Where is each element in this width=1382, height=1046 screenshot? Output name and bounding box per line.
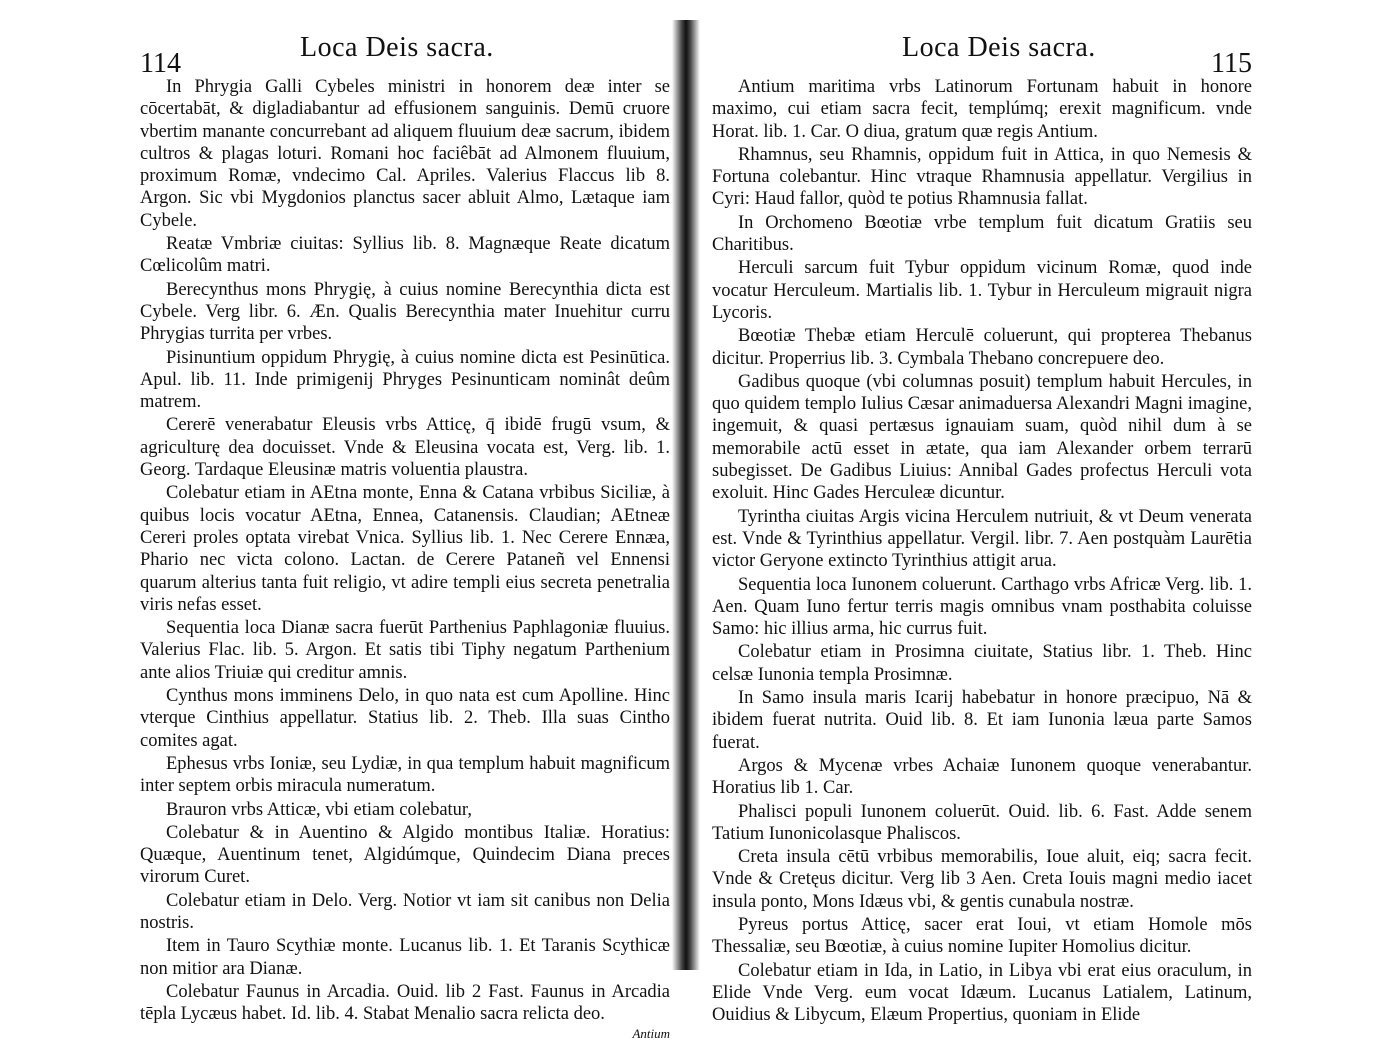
paragraph: Colebatur etiam in Delo. Verg. Notior vt iam sit canibus non Delia nostris.	[140, 890, 670, 933]
paragraph: Cererē venerabatur Eleusis vrbs Atticę, q̄ ibidē frugū vsum, & agriculturę dea docuisset. Vnde & Eleusina vocata est, Verg. lib. 1. Georg. Tardaque Eleusinæ matris voluentia plaustra.	[140, 415, 670, 481]
left-page	[140, 18, 670, 1042]
paragraph: Bœotiæ Thebæ etiam Herculē coluerunt, qui propterea Thebanus dicitur. Properrius lib. 3. Cymbala Thebano concrepuere deo.	[712, 326, 1252, 369]
paragraph: Phalisci populi Iunonem coluerūt. Ouid. lib. 6. Fast. Adde senem Tatium Iunonicolasque Phaliscos.	[712, 801, 1252, 844]
paragraph: Item in Tauro Scythiæ monte. Lucanus lib. 1. Et Taranis Scythicæ non mitior ara Dianæ.	[140, 936, 670, 979]
right-running-head: Loca Deis sacra.	[902, 32, 1096, 63]
paragraph: Brauron vrbs Atticæ, vbi etiam colebatur,	[166, 799, 472, 820]
left-page-header	[140, 18, 670, 79]
paragraph: Argos & Mycenæ vrbes Achaiæ Iunonem quoque venerabantur. Horatius lib 1. Car.	[712, 755, 1252, 799]
paragraph: Creta insula cētū vrbibus memorabilis, Ioue aluit, eiq; sacra fecit. Vnde & Cretęus dicitur. Verg lib 3 Aen. Creta Iouis magni medio iacet insula ponto, Mons Idæus vbi, & gentis cunabula nostræ.	[712, 847, 1252, 912]
book-gutter	[672, 20, 700, 970]
paragraph: Sequentia loca Dianæ sacra fuerūt Parthenius Paphlagoniæ fluuius. Valerius Flac. lib. 5. Argon. Et satis tibi Tiphy negatum Parthenium ante alios Triuiæ qui creditur amnis.	[140, 618, 670, 683]
right-page-number: 115	[1211, 48, 1252, 79]
paragraph: Ephesus vrbs Ioniæ, seu Lydiæ, in qua templum habuit magnificum inter septem orbis miracula numeratum.	[140, 753, 670, 797]
paragraph: Tyrintha ciuitas Argis vicina Herculem nutriuit, & vt Deum venerata est. Vnde & Tyrinthius appellatur. Vergil. libr. 7. Aen postquàm Laurētia victor Geryone extincto Tyrinthius attigit arua.	[712, 506, 1252, 572]
paragraph: Reatæ Vmbriæ ciuitas: Syllius lib. 8. Magnæque Reate dicatum Cœlicolûm matri.	[140, 234, 670, 277]
paragraph: Pyreus portus Atticę, sacer erat Ioui, vt etiam Homole mōs Thessaliæ, seu Bœotiæ, à cuius nomine Iupiter Homolius dicitur.	[712, 914, 1252, 958]
paragraph: In Orchomeno Bœotiæ vrbe templum fuit dicatum Gratiis seu Charitibus.	[712, 212, 1252, 256]
left-page-body	[140, 76, 670, 1046]
paragraph: Colebatur Faunus in Arcadia. Ouid. lib 2 Fast. Faunus in Arcadia tēpla Lycæus habet. Id. lib. 4. Stabat Menalio sacra relicta deo.	[140, 981, 670, 1025]
right-page	[712, 18, 1252, 1026]
paragraph: Pisinuntium oppidum Phrygię, à cuius nomine dicta est Pesinūtica. Apul. lib. 11. Inde primigenij Phryges Pesinunticam nominât deûm matrem.	[140, 347, 670, 413]
paragraph: Colebatur etiam in AEtna monte, Enna & Catana vrbibus Siciliæ, à quibus locis vocatur AEtna, Ennea, Catanensis. Claudian; AEtneæ Cereri proles optata virebat Vnica. Syllius lib. 1. Nec Cerere Ennæa, Phario nec victa colono. Lactan. de Cerere Pataneñ vel Ennensi quarum alterius tanta fuit religio, vt adire templi eius secreta penetralia viris nefas esset.	[140, 483, 670, 615]
right-page-header	[712, 18, 1252, 79]
paragraph: Antium maritima vrbs Latinorum Fortunam habuit in honore maximo, cui etiam sacra fecit, templúmq; erexit magnificum. vnde Horat. lib. 1. Car. O diua, gratum quæ regis Antium.	[712, 77, 1252, 142]
paragraph: Gadibus quoque (vbi columnas posuit) templum habuit Hercules, in quo quidem templo Iulius Cæsar animaduersa Alexandri Magni imagine, ingemuit, & quasi pertæsus ignauiam suam, quòd nihil dum à se memorabile actū esset in ætate, qua iam Alexander orbem terrarū subegisset. De Gadibus Liuius: Annibal Gades profectus Herculi vota exoluit. Hinc Gades Herculeæ dicuntur.	[712, 371, 1252, 504]
paragraph: Sequentia loca Iunonem coluerunt. Carthago vrbs Africæ Verg. lib. 1. Aen. Quam Iuno fertur terris magis omnibus vnam posthabita coluisse Samo: hic illius arma, hic currus fuit.	[712, 574, 1252, 640]
paragraph: In Samo insula maris Icarij habebatur in honore præcipuo, Nā & ibidem fuerat nutrita. Ouid lib. 8. Et iam Iunonia læua parte Samos fuerat.	[712, 688, 1252, 753]
left-running-head: Loca Deis sacra.	[300, 32, 494, 63]
paragraph: In Phrygia Galli Cybeles ministri in honorem deæ inter se cōcertabāt, & digladiabantur ad effusionem sanguinis. Demū cruore vbertim manante concurrebant ad aliquem fluuium deæ sacrum, ibidem cultros & plagas loturi. Romani hoc faciêbāt ad Almonem fluuium, proximum Romæ, vndecimo Cal. Apriles. Valerius Flaccus lib 8. Argon. Sic vbi Mygdonios planctus sacer abluit Almo, Lætaque iam Cybele.	[140, 77, 670, 231]
catchword: Antium	[632, 1026, 670, 1042]
paragraph: Colebatur etiam in Ida, in Latio, in Libya vbi erat eius oraculum, in Elide Vnde Verg. eum vocat Idæum. Lucanus Latialem, Latinum, Ouidius & Libycum, Elæum Propertius, quoniam in Elide	[712, 960, 1252, 1026]
left-page-number: 114	[140, 48, 181, 79]
paragraph: Colebatur etiam in Prosimna ciuitate, Statius libr. 1. Theb. Hinc celsæ Iunonia templa Prosimnæ.	[712, 642, 1252, 685]
right-page-body	[712, 76, 1252, 1026]
paragraph: Herculi sarcum fuit Tybur oppidum vicinum Romæ, quod inde vocatur Herculeum. Martialis lib. 1. Tybur in Herculeum migrauit nigra Lycoris.	[712, 258, 1252, 323]
paragraph: Berecynthus mons Phrygię, à cuius nomine Berecynthia dicta est Cybele. Verg libr. 6. Æn. Qualis Berecynthia mater Inuehitur curru Phrygias turrita per vrbes.	[140, 279, 670, 345]
paragraph: Rhamnus, seu Rhamnis, oppidum fuit in Attica, in quo Nemesis & Fortuna colebantur. Hinc vtraque Rhamnusia appellatur. Vergilius in Cyri: Haud fallor, quòd te potius Rhamnusia fallat.	[712, 144, 1252, 210]
paragraph: Cynthus mons imminens Delo, in quo nata est cum Apolline. Hinc vterque Cinthius appellatur. Statius lib. 2. Theb. Illa suas Cintho comites agat.	[140, 686, 670, 751]
paragraph: Colebatur & in Auentino & Algido montibus Italiæ. Horatius: Quæque, Auentinum tenet, Algidúmque, Quindecim Diana preces virorum Curet.	[140, 822, 670, 888]
